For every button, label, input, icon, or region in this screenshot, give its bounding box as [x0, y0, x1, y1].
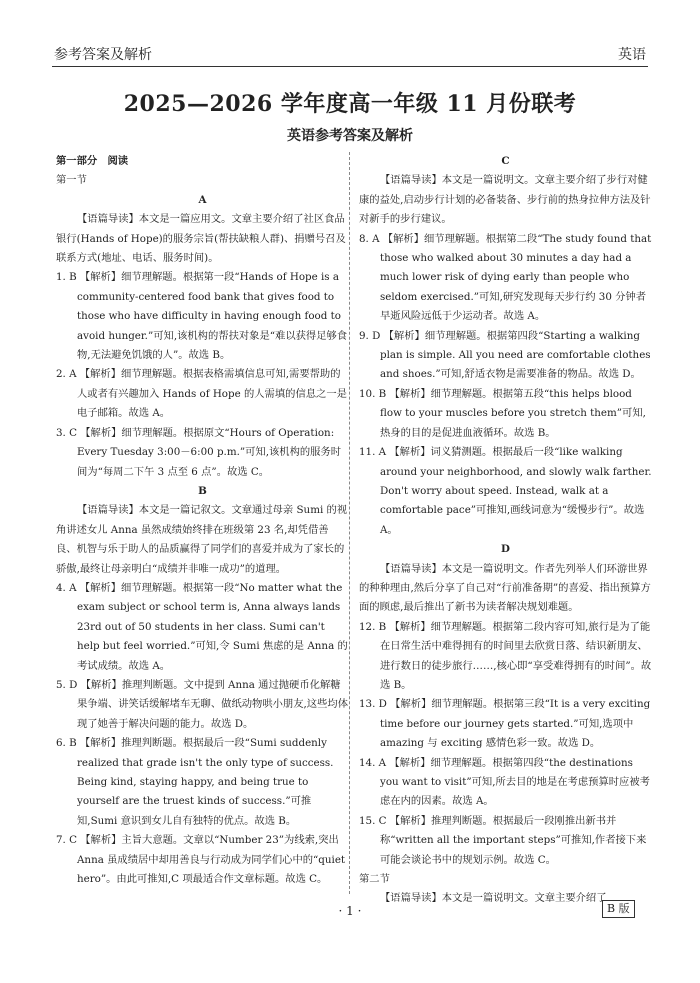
header-left: 参考答案及解析	[54, 47, 152, 63]
paragraph: 【语篇导读】本文是一篇应用文。文章主要介绍了社区食品银行(Hands of Hope)的服务宗旨(帮扶缺粮人群)、捐赠号召及联系方式(地址、电话、服务时间)。	[56, 213, 346, 265]
paragraph: A	[198, 193, 207, 206]
paragraph: 第一部分 阅读	[56, 155, 129, 167]
paragraph: 11. A 【解析】词义猜测题。根据最后一段“like walking around your neighborhood, and slowly walk farther. Don't worry about speed. Instead, walk at a comfortable pace”可推知,画线词意为“缓慢步行”。故选 A。	[359, 446, 652, 536]
page-title: 2025—2026 学年度高一年级 11 月份联考	[123, 91, 577, 117]
page-subtitle: 英语参考答案及解析	[287, 128, 413, 144]
paragraph: 9. D 【解析】细节理解题。根据第四段“Starting a walking plan is simple. All you need are comfortable clothes and shoes.”可知,舒适衣物是需要准备的物品。故选 D。	[359, 329, 651, 381]
paragraph: 13. D 【解析】细节理解题。根据第三段“It is a very exciting time before our journey gets started.”可知,选项中 amazing 与 exciting 感情色彩一致。故选 D。	[359, 698, 651, 750]
version-badge: B 版	[602, 900, 635, 918]
paragraph: 15. C 【解析】推理判断题。根据最后一段刚推出新书并称“written all the important steps”可推知,作者接下来可能会谈论书中的规划示例。故选 C。	[359, 814, 647, 866]
paragraph: 【语篇导读】本文是一篇说明文。文章主要介绍了	[380, 892, 607, 905]
paragraph: 【语篇导读】本文是一篇说明文。文章主要介绍了步行对健康的益处,启动步行计划的必备装备、步行前的热身拉伸方法及针对新手的步行建议。	[359, 174, 651, 226]
column-divider	[349, 152, 350, 894]
paragraph: 12. B 【解析】细节理解题。根据第二段内容可知,旅行是为了能在日常生活中难得拥有的时间里去欣赏日落、结识新朋友、进行数日的徒步旅行……,核心即“享受难得拥有的时间”。故选 B。	[359, 620, 652, 691]
paragraph: 【语篇导读】本文是一篇说明文。作者先列举人们环游世界的种种理由,然后分享了自己对“行前准备期”的喜爱、指出预算方面的顾虑,最后推出了新书为读者解决规划难题。	[359, 562, 651, 614]
paragraph: C	[501, 155, 510, 167]
paragraph: 7. C 【解析】主旨大意题。文章以“Number 23”为线索,突出 Anna 虽成绩居中却用善良与行动成为同学们心中的“quiet hero”。由此可推知,C 项最适合作文章标题。故选 C。	[56, 834, 346, 886]
paragraph: D	[501, 543, 510, 556]
paragraph: 10. B 【解析】细节理解题。根据第五段“this helps blood flow to your muscles before you stretch them”可知,热身的目的是促进血液循环。故选 B。	[359, 387, 646, 439]
paragraph: 4. A 【解析】细节理解题。根据第一段“No matter what the exam subject or school term is, Anna always lands 23rd out of 50 students in her class. Sumi can't help but feel worried.”可知,令 Sumi 焦虑的是 Anna 的考试成绩。故选 A。	[56, 581, 348, 672]
left-column	[56, 152, 349, 889]
page-number: · 1 ·	[338, 904, 362, 918]
paragraph: 第一节	[56, 174, 87, 187]
header-right: 英语	[618, 47, 646, 63]
paragraph: 5. D 【解析】推理判断题。文中提到 Anna 通过抛硬币化解糖果争端、讲笑话缓解堵车无聊、做纸动物哄小朋友,这些均体现了她善于解决问题的能力。故选 D。	[56, 678, 348, 730]
paragraph: 第二节	[359, 873, 390, 886]
paragraph: 6. B 【解析】推理判断题。根据最后一段“Sumi suddenly realized that grade isn't the only type of success. Being kind, staying happy, and being true to yourself are the truest kinds of success.”可推知,Sumi 意识到女儿自有独特的优点。故选 B。	[56, 737, 334, 827]
right-column	[359, 152, 652, 909]
paragraph: B	[198, 484, 207, 497]
paragraph: 3. C 【解析】细节理解题。根据原文“Hours of Operation: Every Tuesday 3:00－6:00 p.m.”可知,该机构的服务时间为“每周二下午 3 点至 6 点”。故选 C。	[56, 426, 342, 478]
paragraph: 8. A 【解析】细节理解题。根据第二段“The study found that those who walked about 30 minutes a day had a much lower risk of dying early than people who seldom exercised.”可知,研究发现每天步行约 30 分钟者早逝风险远低于少运动者。故选 A。	[359, 232, 652, 323]
paragraph: 14. A 【解析】细节理解题。根据第四段“the destinations you want to visit”可知,所去目的地是在考虑预算时应被考虑在内的因素。故选 A。	[359, 756, 650, 808]
paragraph: 2. A 【解析】细节理解题。根据表格需填信息可知,需要帮助的人或者有兴趣加入 Hands of Hope 的人需填的信息之一是电子邮箱。故选 A。	[56, 368, 347, 420]
paragraph: 1. B 【解析】细节理解题。根据第一段“Hands of Hope is a community-centered food bank that gives food to those who have difficulty in having enough food to avoid hunger.”可知,该机构的帮扶对象是“难以获得足够食物,无法避免饥饿的人”。故选 B。	[56, 271, 348, 362]
running-header	[52, 42, 648, 67]
paragraph: 【语篇导读】本文是一篇记叙文。文章通过母亲 Sumi 的视角讲述女儿 Anna 虽然成绩始终排在班级第 23 名,却凭借善良、机智与乐于助人的品质赢得了同学们的喜爱并成为了家长的骄傲,最终让母亲明白“成绩并非唯一成功”的道理。	[56, 504, 348, 575]
